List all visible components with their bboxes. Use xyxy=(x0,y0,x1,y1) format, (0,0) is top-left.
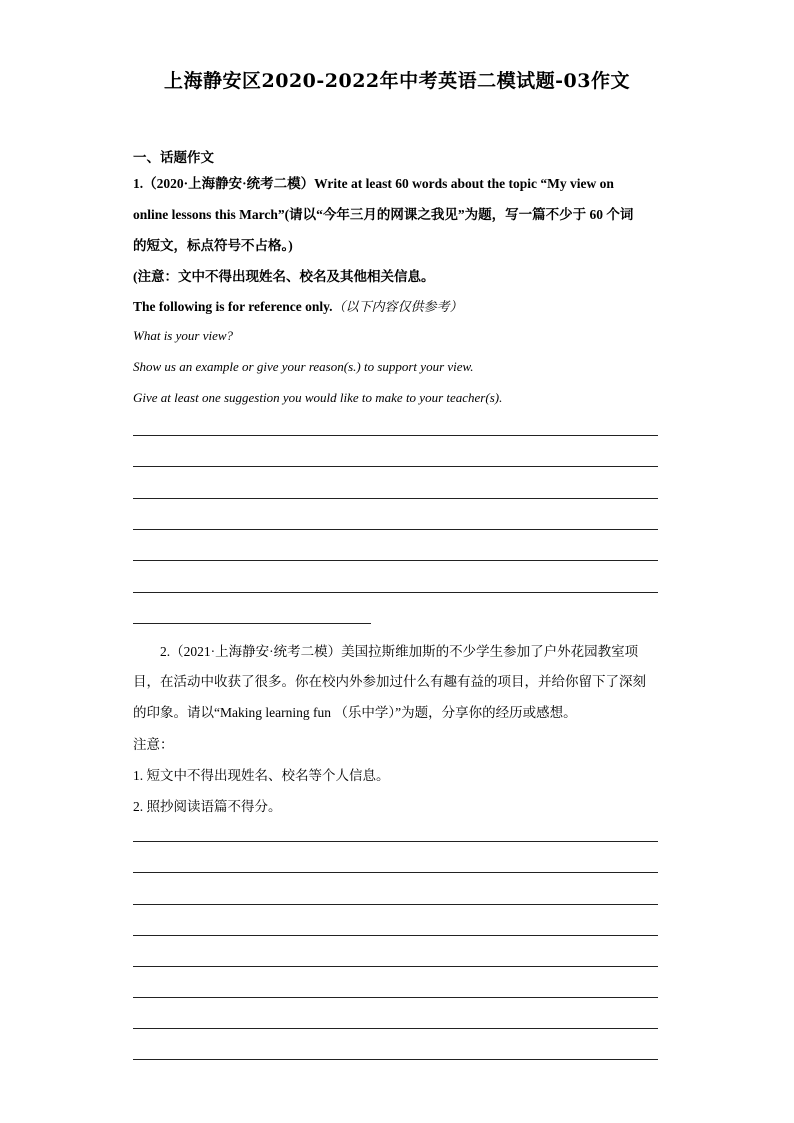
answer-line[interactable] xyxy=(133,498,658,499)
reference-en: The following is for reference only. xyxy=(133,299,333,314)
answer-line-short[interactable] xyxy=(133,623,371,624)
answer-line[interactable] xyxy=(133,1059,658,1060)
q1-prompt-3: Give at least one suggestion you would like to make to your teacher(s). xyxy=(133,390,503,405)
q1-note: (注意：文中不得出现姓名、校名及其他相关信息。 xyxy=(133,269,435,284)
q2-line-2: 目，在活动中收获了很多。你在校内外参加过什么有趣有益的项目，并给你留下了深刻 xyxy=(133,674,646,689)
answer-line[interactable] xyxy=(133,997,658,998)
q2-note-2: 2. 照抄阅读语篇不得分。 xyxy=(133,799,282,814)
q2-note-1: 1. 短文中不得出现姓名、校名等个人信息。 xyxy=(133,768,390,783)
q1-line-1: 1.（2020·上海静安·统考二模）Write at least 60 words about the topic “My view on xyxy=(133,176,614,191)
answer-line[interactable] xyxy=(133,966,658,967)
q1-line-2: online lessons this March”(请以“今年三月的网课之我见”为题，写一篇不少于 60 个词 xyxy=(133,207,634,222)
answer-line[interactable] xyxy=(133,466,658,467)
q1-prompt-1: What is your view? xyxy=(133,328,234,343)
answer-line[interactable] xyxy=(133,841,658,842)
q2-line-1: 2.（2021·上海静安·统考二模）美国拉斯维加斯的不少学生参加了户外花园教室项 xyxy=(160,644,639,659)
section-heading: 一、话题作文 xyxy=(133,150,214,165)
answer-line[interactable] xyxy=(133,529,658,530)
answer-line[interactable] xyxy=(133,935,658,936)
answer-line[interactable] xyxy=(133,904,658,905)
q2-line-3: 的印象。请以“Making learning fun （乐中学）”为题，分享你的经历或感想。 xyxy=(133,705,577,720)
page-title: 上海静安区2020-2022年中考英语二模试题-03作文 xyxy=(164,70,630,92)
answer-line[interactable] xyxy=(133,435,658,436)
reference-cn: （以下内容仅供参考） xyxy=(332,299,463,314)
q1-line-3: 的短文，标点符号不占格。) xyxy=(133,238,293,253)
q1-prompt-2: Show us an example or give your reason(s.) to support your view. xyxy=(133,359,474,374)
q2-note-label: 注意： xyxy=(133,737,174,752)
answer-line[interactable] xyxy=(133,872,658,873)
q1-reference xyxy=(133,296,463,315)
answer-line[interactable] xyxy=(133,592,658,593)
answer-line[interactable] xyxy=(133,1028,658,1029)
answer-line[interactable] xyxy=(133,560,658,561)
